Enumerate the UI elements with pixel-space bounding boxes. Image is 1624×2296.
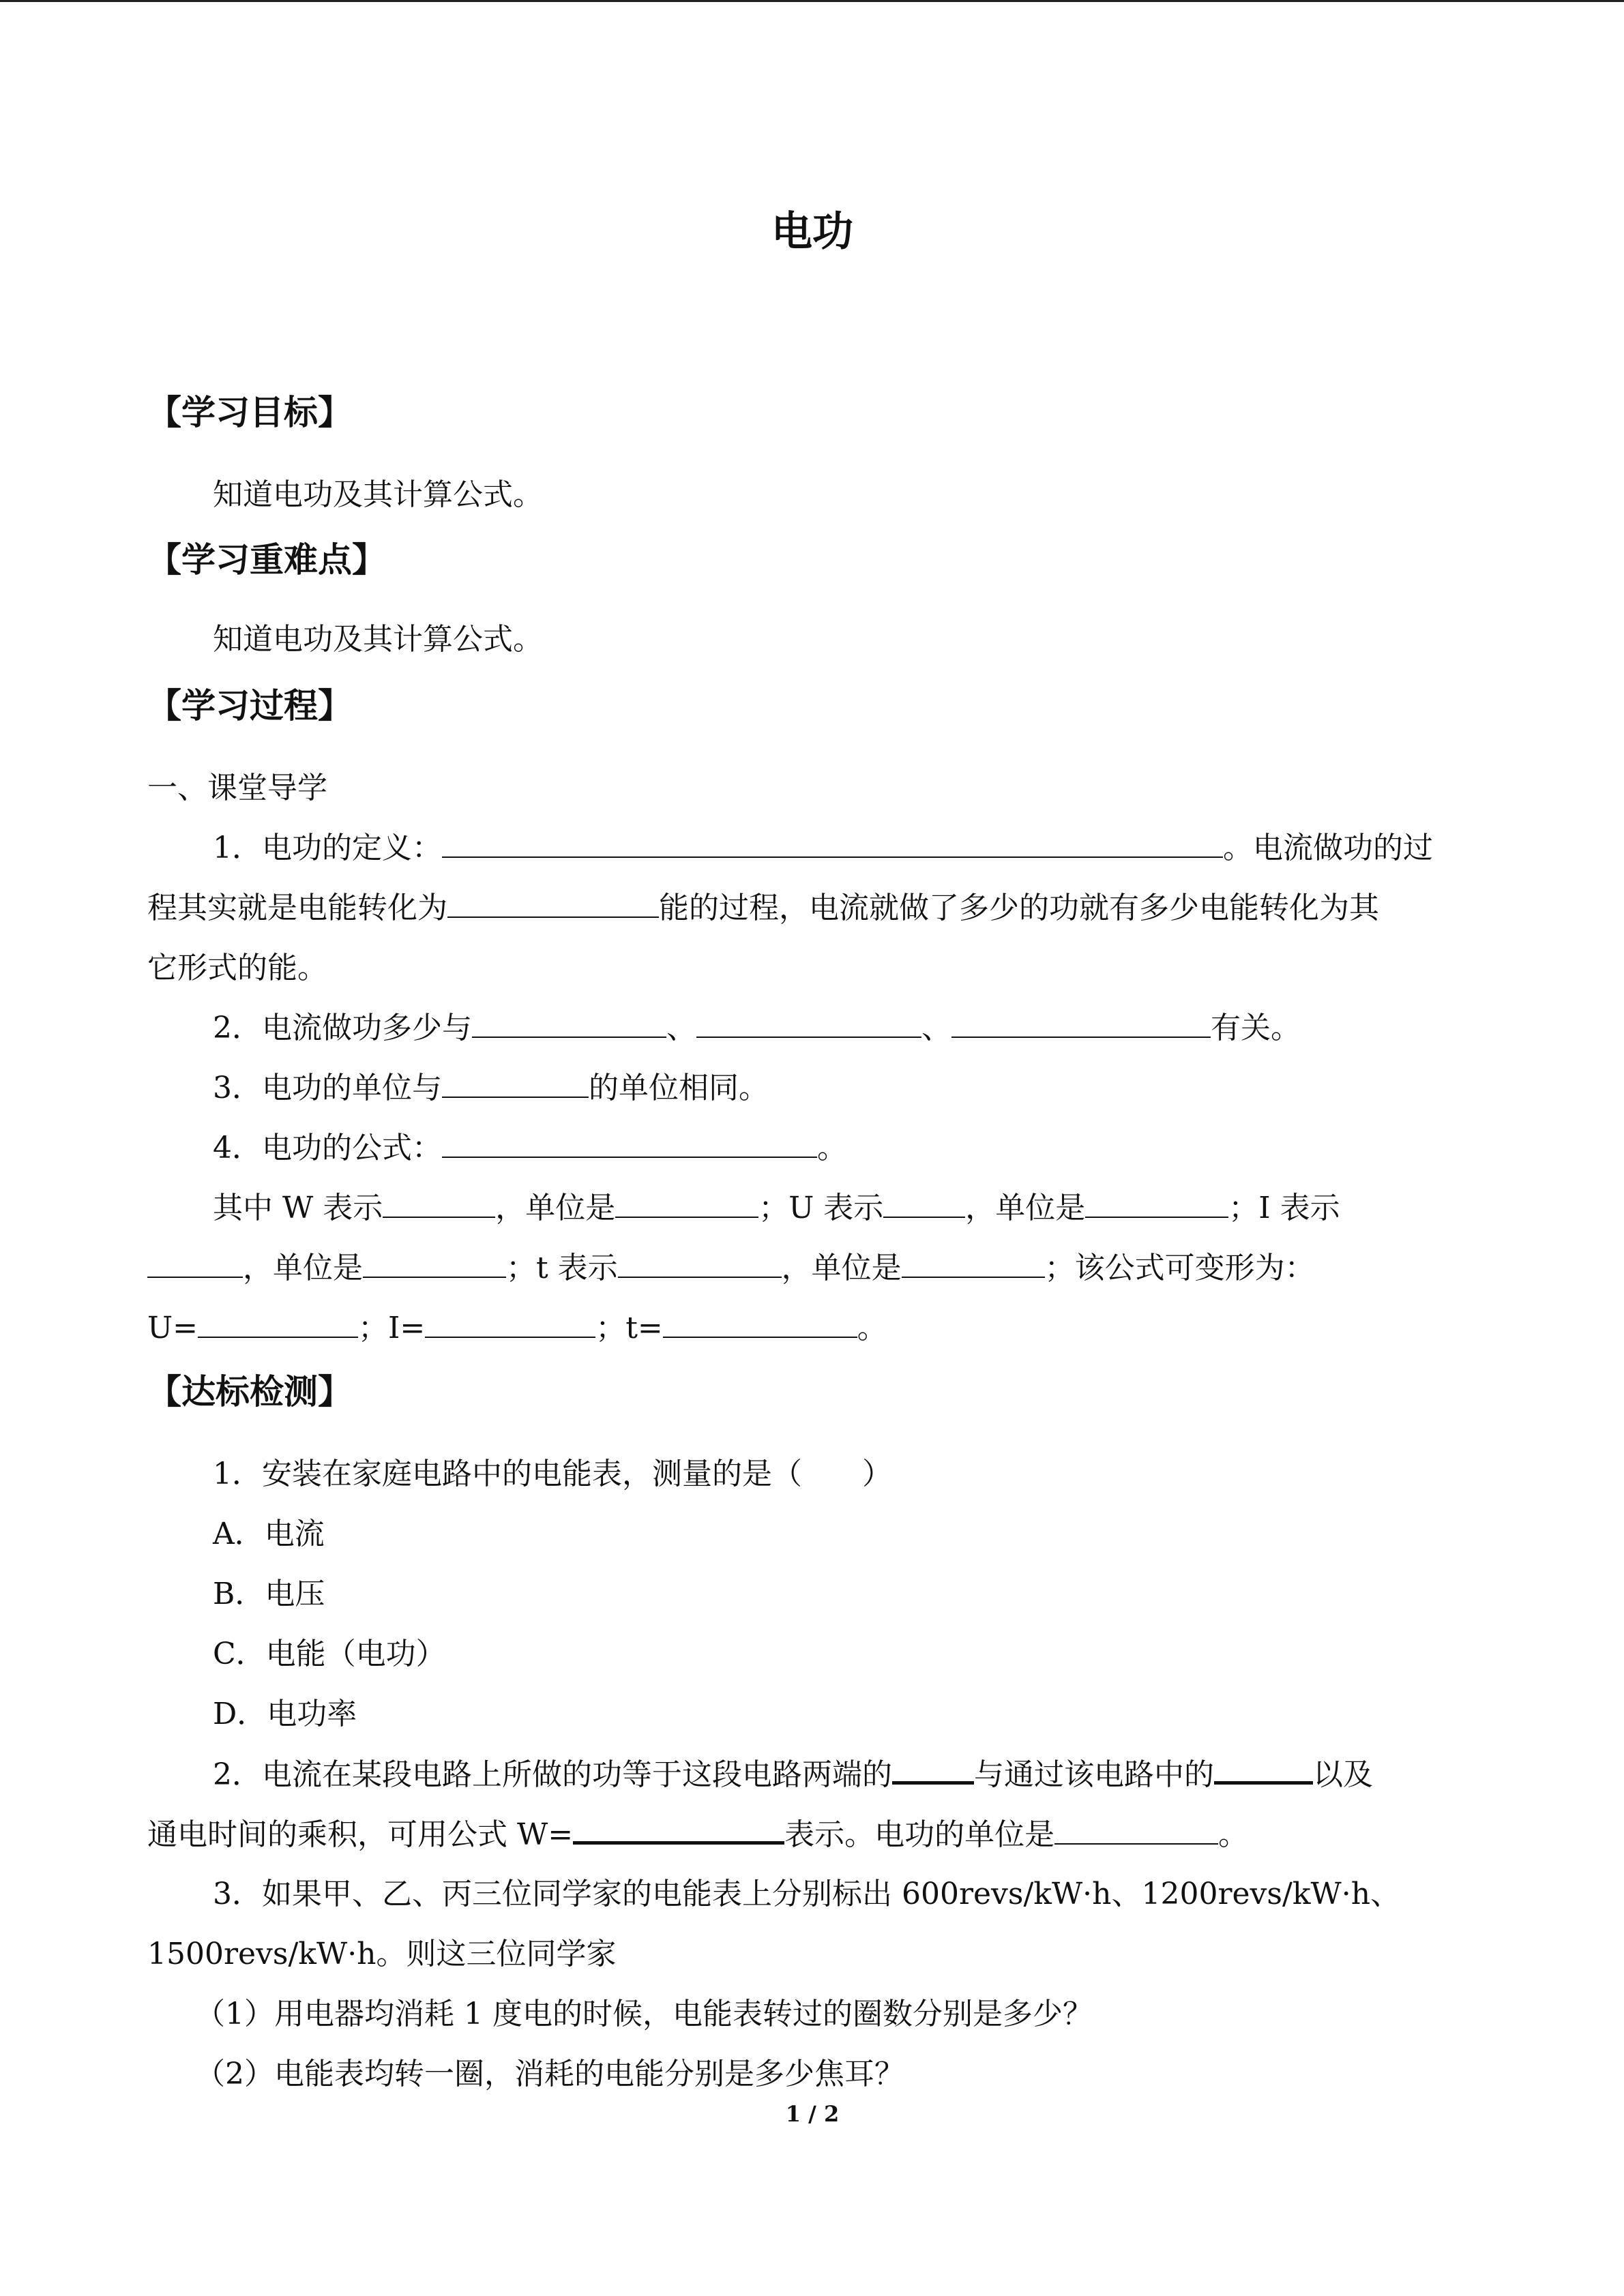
q4-formula-blank[interactable] — [442, 1129, 817, 1158]
f1-text-c: ；U 表示 — [758, 1191, 884, 1225]
option-a[interactable]: A．电流 — [213, 1517, 325, 1551]
t2-text-f: 。 — [1218, 1817, 1249, 1852]
objectives-text: 知道电功及其计算公式。 — [213, 477, 543, 512]
test-heading: 【达标检测】 — [147, 1372, 352, 1412]
f3-text-d: 。 — [857, 1311, 887, 1345]
q1-definition-blank[interactable] — [442, 829, 1223, 858]
key-points-text: 知道电功及其计算公式。 — [213, 622, 543, 657]
q4-text-a: 4．电功的公式： — [213, 1131, 442, 1165]
process-heading: 【学习过程】 — [147, 686, 352, 726]
f2-text-d: ；该公式可变形为： — [1044, 1251, 1315, 1285]
process-subheading: 一、课堂导学 — [147, 771, 327, 805]
document-page — [147, 0, 1477, 2296]
test-question-3-line-1: 3．如果甲、乙、丙三位同学家的电能表上分别标出 600revs/kW·h、1200revs/kW·h、 — [213, 1877, 1401, 1911]
t2-formula-blank[interactable] — [573, 1814, 784, 1845]
q2-blank-1[interactable] — [472, 1009, 666, 1038]
f2-text-a: ，单位是 — [243, 1251, 363, 1285]
t2-voltage-blank[interactable] — [892, 1754, 974, 1785]
f2-text-b: ；t 表示 — [506, 1251, 618, 1285]
u-formula-blank[interactable] — [198, 1309, 358, 1338]
option-b[interactable]: B．电压 — [213, 1577, 325, 1611]
q1-text-d: 能的过程，电流就做了多少的功就有多少电能转化为其 — [659, 891, 1379, 925]
t-formula-blank[interactable] — [663, 1309, 857, 1338]
q1-energy-blank[interactable] — [447, 889, 659, 918]
q2-text-b: 有关。 — [1211, 1011, 1301, 1045]
t-meaning-blank[interactable] — [618, 1249, 782, 1278]
question-1-line-3: 它形式的能。 — [147, 951, 327, 985]
t2-text-d: 通电时间的乘积，可用公式 W= — [147, 1817, 574, 1852]
i-formula-blank[interactable] — [425, 1309, 595, 1338]
question-1-line-2 — [147, 888, 1379, 929]
test-question-1: 1．安装在家庭电路中的电能表，测量的是（ ） — [213, 1457, 892, 1491]
test-question-3-sub-2: （2）电能表均转一圈，消耗的电能分别是多少焦耳？ — [195, 2057, 904, 2091]
page-number: 1 / 2 — [785, 2101, 840, 2127]
option-c[interactable]: C．电能（电功） — [213, 1637, 446, 1671]
test-question-3-line-2: 1500revs/kW·h。则这三位同学家 — [147, 1937, 617, 1971]
f1-text-e: ；I 表示 — [1228, 1191, 1340, 1225]
w-meaning-blank[interactable] — [383, 1189, 495, 1218]
test-question-2-line-2 — [147, 1814, 1248, 1855]
t-unit-blank[interactable] — [902, 1249, 1045, 1278]
option-d[interactable]: D．电功率 — [213, 1697, 357, 1731]
f3-text-c: ；t= — [595, 1311, 663, 1345]
q1-text-c: 程其实就是电能转化为 — [147, 891, 447, 925]
f1-text-a: 其中 W 表示 — [213, 1191, 383, 1225]
q1-text-b: 。电流做功的过 — [1223, 831, 1433, 865]
t2-unit-blank[interactable] — [1054, 1816, 1218, 1845]
objectives-heading: 【学习目标】 — [147, 393, 352, 432]
w-unit-blank[interactable] — [615, 1189, 758, 1218]
u-meaning-blank[interactable] — [883, 1189, 965, 1218]
q3-text-b: 的单位相同。 — [589, 1071, 769, 1105]
page-title: 电功 — [771, 208, 853, 256]
q2-blank-3[interactable] — [951, 1009, 1211, 1038]
q1-text-a: 1．电功的定义： — [213, 831, 442, 865]
question-4-line — [213, 1128, 847, 1169]
question-3-line — [213, 1068, 769, 1109]
f3-text-b: ；I= — [357, 1311, 426, 1345]
t2-text-c: 以及 — [1313, 1757, 1373, 1792]
test-question-2-line-1 — [213, 1754, 1373, 1795]
t2-text-a: 2．电流在某段电路上所做的功等于这段电路两端的 — [213, 1757, 892, 1792]
formula-line-3 — [147, 1308, 887, 1349]
f2-text-c: ，单位是 — [781, 1251, 902, 1285]
q2-sep-2: 、 — [921, 1011, 951, 1045]
t2-current-blank[interactable] — [1214, 1754, 1313, 1785]
f3-text-a: U= — [147, 1311, 198, 1345]
q2-blank-2[interactable] — [696, 1009, 921, 1038]
t2-text-b: 与通过该电路中的 — [974, 1757, 1214, 1792]
i-unit-blank[interactable] — [363, 1249, 506, 1278]
f1-text-b: ，单位是 — [495, 1191, 616, 1225]
q2-sep-1: 、 — [666, 1011, 696, 1045]
i-meaning-blank[interactable] — [147, 1249, 243, 1278]
f1-text-d: ，单位是 — [965, 1191, 1086, 1225]
formula-line-1 — [213, 1188, 1340, 1229]
key-points-heading: 【学习重难点】 — [147, 540, 386, 580]
q3-text-a: 3．电功的单位与 — [213, 1071, 442, 1105]
test-question-3-sub-1: （1）用电器均消耗 1 度电的时候，电能表转过的圈数分别是多少？ — [195, 1997, 1093, 2031]
u-unit-blank[interactable] — [1085, 1189, 1228, 1218]
question-1-line-1 — [213, 828, 1433, 869]
q2-text-a: 2．电流做功多少与 — [213, 1011, 472, 1045]
formula-line-2 — [147, 1248, 1315, 1289]
t2-text-e: 表示。电功的单位是 — [784, 1817, 1055, 1852]
q4-text-b: 。 — [817, 1131, 847, 1165]
q3-unit-blank[interactable] — [442, 1069, 589, 1098]
question-2-line — [213, 1008, 1301, 1049]
